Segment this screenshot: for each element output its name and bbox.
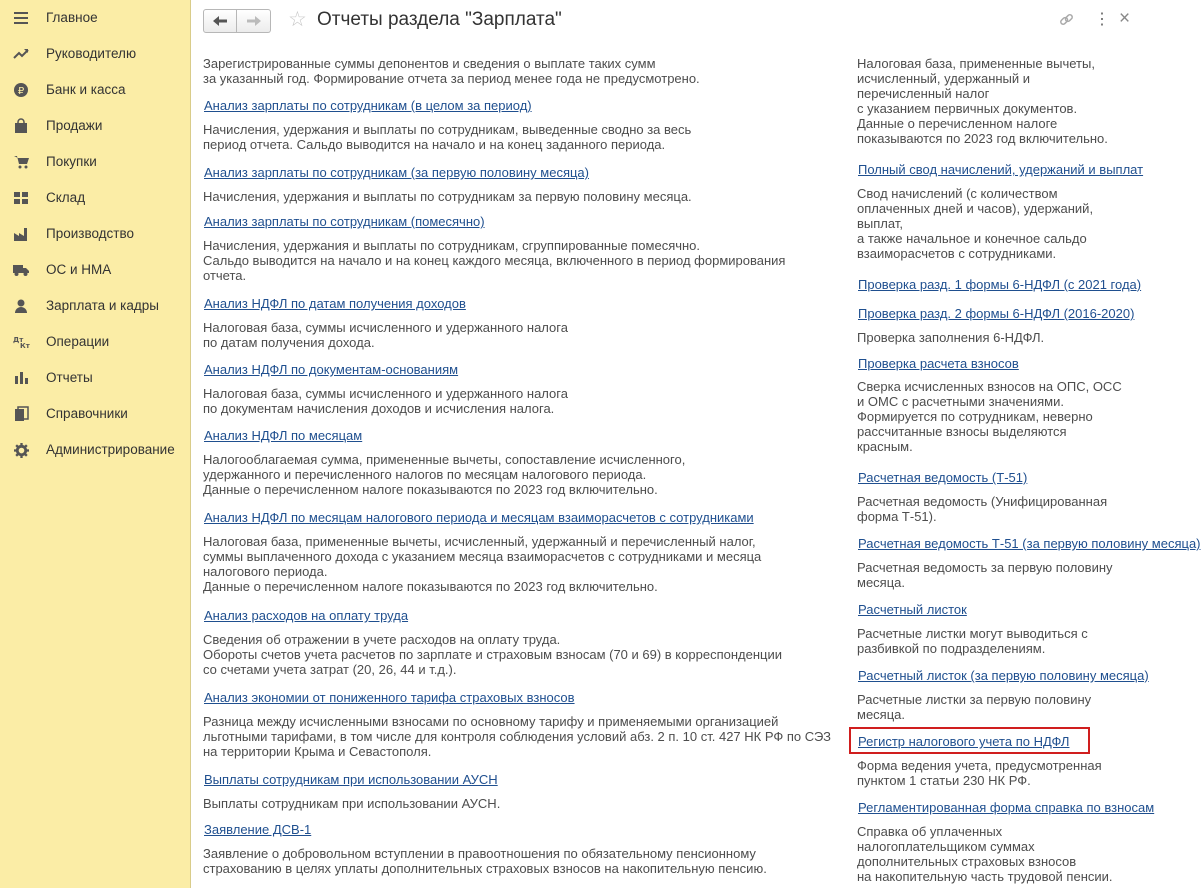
- sidebar-item-reports[interactable]: [0, 360, 190, 396]
- report-link[interactable]: Заявление ДСВ-1: [204, 822, 312, 837]
- report-link[interactable]: Анализ зарплаты по сотрудникам (помесячно): [204, 214, 485, 229]
- forward-button[interactable]: [237, 9, 271, 33]
- ruble-icon: [13, 83, 29, 97]
- sidebar-item-warehouse[interactable]: [0, 180, 190, 216]
- svg-text:₽: ₽: [17, 86, 25, 97]
- report-description: Свод начислений (с количеством оплаченных дней и часов), удержаний, выплат, а также начальное и конечное сальдо взаиморасчетов с сотрудниками.: [857, 186, 1094, 261]
- report-description: Зарегистрированные суммы депонентов и сведения о выплате таких сумм за указанный год. Формирование отчета за период менее года не предусмотрено.: [203, 56, 700, 86]
- report-link[interactable]: Анализ НДФЛ по месяцам налогового периода и месяцам взаиморасчетов с сотрудниками: [204, 510, 754, 525]
- report-description: Налогооблагаемая сумма, примененные вычеты, сопоставление исчисленного, удержанного и перечисленного налогов по месяцам налогового периода. Данные о перечисленном налоге показываются по 2023 год включительно.: [203, 452, 686, 497]
- dt-kt-icon: [13, 335, 29, 349]
- report-description: Расчетная ведомость (Унифицированная форма Т-51).: [857, 494, 1108, 524]
- report-link[interactable]: Проверка разд. 2 формы 6-НДФЛ (2016-2020): [858, 306, 1135, 321]
- report-link[interactable]: Регламентированная форма справка по взносам: [858, 800, 1155, 815]
- sidebar-item-manager[interactable]: [0, 36, 190, 72]
- report-link[interactable]: Анализ экономии от пониженного тарифа страховых взносов: [204, 690, 575, 705]
- close-icon[interactable]: ×: [1119, 8, 1131, 29]
- sidebar-item-purchases[interactable]: [0, 144, 190, 180]
- report-description: Заявление о добровольном вступлении в правоотношения по обязательному пенсионному страхованию в целях уплаты дополнительных страховых взносов на накопительную пенсию.: [203, 846, 767, 876]
- report-description: Выплаты сотрудникам при использовании АУСН.: [203, 796, 501, 811]
- report-description: Расчетные листки за первую половину месяца.: [857, 692, 1092, 722]
- sidebar-item-main[interactable]: [0, 0, 190, 36]
- trend-icon: [13, 47, 29, 61]
- report-link[interactable]: Выплаты сотрудникам при использовании АУСН: [204, 772, 498, 787]
- report-description: Справка об уплаченных налогоплательщиком суммах дополнительных страховых взносов на накопительную часть трудовой пенсии.: [857, 824, 1113, 884]
- report-description: Расчетные листки могут выводиться с разбивкой по подразделениям.: [857, 626, 1088, 656]
- reports-panel: [191, 44, 1201, 888]
- report-link[interactable]: Анализ зарплаты по сотрудникам (за первую половину месяца): [204, 165, 589, 180]
- report-link[interactable]: Анализ НДФЛ по месяцам: [204, 428, 363, 443]
- sidebar-item-sales[interactable]: [0, 108, 190, 144]
- sidebar-item-catalogs[interactable]: [0, 396, 190, 432]
- sidebar-item-operations[interactable]: [0, 324, 190, 360]
- report-link[interactable]: Анализ расходов на оплату труда: [204, 608, 409, 623]
- bag-icon: [13, 119, 29, 133]
- report-link[interactable]: Расчетная ведомость (Т-51): [858, 470, 1028, 485]
- report-link[interactable]: Полный свод начислений, удержаний и выплат: [858, 162, 1144, 177]
- report-description: Начисления, удержания и выплаты по сотрудникам, выведенные сводно за весь период отчета. Сальдо выводится на начало и на конец заданного периода.: [203, 122, 692, 152]
- sidebar-item-production[interactable]: [0, 216, 190, 252]
- books-icon: [13, 407, 29, 421]
- sidebar: [0, 0, 191, 888]
- link-icon[interactable]: [1059, 12, 1074, 30]
- sidebar-item-salary[interactable]: [0, 288, 190, 324]
- report-description: Разница между исчисленными взносами по основному тарифу и применяемыми организацией льготными тарифами, в том числе для контроля соблюдения условий абз. 2 п. 10 ст. 427 НК РФ по СЭЗ на территории Крыма и Севастополя.: [203, 714, 832, 759]
- sidebar-item-label: Справочники: [46, 406, 128, 421]
- report-link[interactable]: Проверка расчета взносов: [858, 356, 1019, 371]
- sidebar-item-label: Операции: [46, 334, 110, 349]
- report-description: Сверка исчисленных взносов на ОПС, ОСС и ОМС с расчетными значениями. Формируется по сотрудникам, неверно рассчитанные взносы выделяются красным.: [857, 379, 1122, 454]
- arrow-left-icon: [213, 14, 227, 29]
- favorite-star-icon[interactable]: ☆: [288, 8, 307, 31]
- sidebar-item-label: Отчеты: [46, 370, 93, 385]
- report-description: Проверка заполнения 6-НДФЛ.: [857, 330, 1045, 345]
- sidebar-item-bank[interactable]: [0, 72, 190, 108]
- sidebar-item-label: Продажи: [46, 118, 103, 133]
- report-description: Расчетная ведомость за первую половину месяца.: [857, 560, 1113, 590]
- truck-icon: [13, 263, 29, 277]
- report-link[interactable]: Анализ НДФЛ по документам-основаниям: [204, 362, 459, 377]
- menu-icon: [13, 11, 29, 25]
- report-link[interactable]: Анализ НДФЛ по датам получения доходов: [204, 296, 466, 311]
- report-link[interactable]: Расчетный листок (за первую половину месяца): [858, 668, 1149, 683]
- sidebar-item-label: Банк и касса: [46, 82, 126, 97]
- report-description: Начисления, удержания и выплаты по сотрудникам за первую половину месяца.: [203, 189, 692, 204]
- cart-icon: [13, 155, 29, 169]
- arrow-right-icon: [247, 14, 261, 29]
- report-link[interactable]: Анализ зарплаты по сотрудникам (в целом за период): [204, 98, 532, 113]
- report-description: Налоговая база, примененные вычеты, исчисленный, удержанный и перечисленный налог с указанием первичных документов. Данные о перечисленном налоге показываются по 2023 год включительно.: [857, 56, 1108, 146]
- svg-text:Кт: Кт: [20, 342, 30, 350]
- report-link[interactable]: Регистр налогового учета по НДФЛ: [858, 734, 1070, 749]
- report-link[interactable]: Расчетная ведомость Т-51 (за первую половину месяца): [858, 536, 1201, 551]
- report-description: Налоговая база, суммы исчисленного и удержанного налога по датам получения дохода.: [203, 320, 568, 350]
- report-description: Начисления, удержания и выплаты по сотрудникам, сгруппированные помесячно. Сальдо выводится на начало и на конец каждого месяца, включенного в период формирования отчета.: [203, 238, 786, 283]
- report-description: Форма ведения учета, предусмотренная пунктом 1 статьи 230 НК РФ.: [857, 758, 1102, 788]
- warehouse-icon: [13, 191, 29, 205]
- sidebar-item-label: Зарплата и кадры: [46, 298, 159, 313]
- report-link[interactable]: Проверка разд. 1 формы 6-НДФЛ (с 2021 года): [858, 277, 1142, 292]
- person-icon: [13, 299, 29, 313]
- sidebar-item-admin[interactable]: [0, 432, 190, 468]
- report-description: Налоговая база, суммы исчисленного и удержанного налога по документам начисления доходов и исчисления налога.: [203, 386, 568, 416]
- sidebar-item-label: Руководителю: [46, 46, 137, 61]
- sidebar-item-label: Склад: [46, 190, 86, 205]
- bar-chart-icon: [13, 371, 29, 385]
- more-menu-icon[interactable]: ⋮: [1094, 11, 1110, 28]
- page-title: Отчеты раздела "Зарплата": [317, 9, 562, 30]
- sidebar-item-label: Главное: [46, 10, 98, 25]
- sidebar-item-assets[interactable]: [0, 252, 190, 288]
- report-description: Налоговая база, примененные вычеты, исчисленный, удержанный и перечисленный налог, суммы выплаченного дохода с указанием месяца взаиморасчетов с сотрудниками и месяца налогового периода. Данные о перечисленном налоге показываются по 2023 год включительно.: [203, 534, 762, 594]
- back-button[interactable]: [203, 9, 237, 33]
- sidebar-item-label: Покупки: [46, 154, 97, 169]
- sidebar-item-label: Администрирование: [46, 442, 175, 457]
- factory-icon: [13, 227, 29, 241]
- sidebar-item-label: ОС и НМА: [46, 262, 112, 277]
- gear-icon: [13, 443, 29, 457]
- sidebar-item-label: Производство: [46, 226, 135, 241]
- svg-text:Дт: Дт: [13, 336, 24, 344]
- report-link[interactable]: Расчетный листок: [858, 602, 967, 617]
- report-description: Сведения об отражении в учете расходов на оплату труда. Обороты счетов учета расчетов по зарплате и страховым взносам (70 и 69) в корреспонденции со счетами учета затрат (20, 26, 44 и т.д.).: [203, 632, 782, 677]
- window-header: [191, 0, 1137, 44]
